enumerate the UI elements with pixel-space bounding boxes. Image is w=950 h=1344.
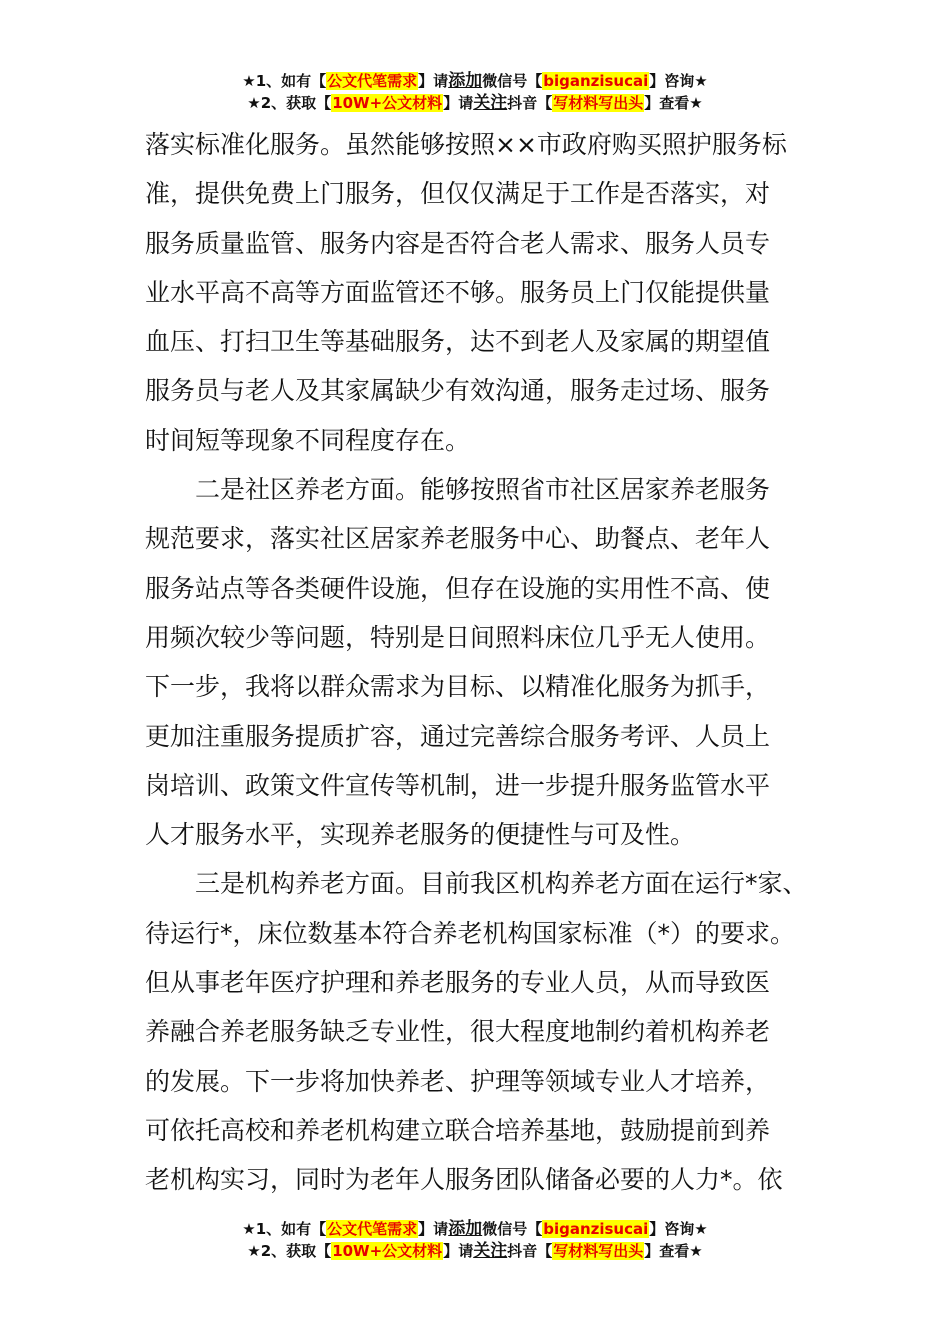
text-line: 岗培训、政策文件宣传等机制，进一步提升服务监管水平 <box>145 770 771 800</box>
text-line: 服务质量监管、服务内容是否符合老人需求、服务人员专 <box>145 228 771 258</box>
banner-line-2: ★2、获取【10W+公文材料】请关注抖音【写材料写出头】查看★ <box>247 93 703 113</box>
banner-line-2: ★2、获取【10W+公文材料】请关注抖音【写材料写出头】查看★ <box>247 1241 703 1261</box>
text-line: 的发展。下一步将加快养老、护理等领域专业人才培养， <box>145 1066 771 1096</box>
text-line: 落实标准化服务。虽然能够按照××市政府购买照护服务标 <box>145 130 787 159</box>
text-line: 下一步，我将以群众需求为目标、以精准化服务为抓手， <box>145 672 771 702</box>
highlight-ghostwriting: 公文代笔需求 <box>327 1220 418 1238</box>
text-line: 老机构实习，同时为老年人服务团队储备必要的人力*。依 <box>145 1165 783 1195</box>
paragraph-start-community: 二是社区养老方面。能够按照省市社区居家养老服务 <box>195 475 771 505</box>
text-line: 人才服务水平，实现养老服务的便捷性与可及性。 <box>145 820 696 850</box>
text-line: 服务站点等各类硬件设施，但存在设施的实用性不高、使 <box>145 573 771 603</box>
footer-banner <box>0 1218 950 1262</box>
text-line: 服务员与老人及其家属缺少有效沟通，服务走过场、服务 <box>145 376 771 406</box>
text-line: 但从事老年医疗护理和养老服务的专业人员，从而导致医 <box>145 968 771 998</box>
text-line: 待运行*，床位数基本符合养老机构国家标准（*）的要求。 <box>145 918 796 948</box>
highlight-douyin: 写材料写出头 <box>553 1242 644 1260</box>
text-line: 时间短等现象不同程度存在。 <box>145 425 471 455</box>
paragraph-start-institution: 三是机构养老方面。目前我区机构养老方面在运行*家、 <box>195 869 808 899</box>
highlight-wechat-id: biganzisucai <box>543 1220 649 1238</box>
text-line: 业水平高不高等方面监管还不够。服务员上门仅能提供量 <box>145 277 771 307</box>
highlight-wechat-id: biganzisucai <box>543 72 649 90</box>
header-banner <box>0 70 950 114</box>
text-line: 更加注重服务提质扩容，通过完善综合服务考评、人员上 <box>145 721 771 751</box>
text-line: 血压、打扫卫生等基础服务，达不到老人及家属的期望值 <box>145 327 771 357</box>
text-line: 规范要求，落实社区居家养老服务中心、助餐点、老年人 <box>145 524 771 554</box>
text-line: 养融合养老服务缺乏专业性，很大程度地制约着机构养老 <box>145 1017 771 1047</box>
banner-line-1: ★1、如有【公文代笔需求】请添加微信号【biganzisucai】咨询★ <box>242 71 708 91</box>
text-line: 准，提供免费上门服务，但仅仅满足于工作是否落实，对 <box>145 179 771 209</box>
highlight-ghostwriting: 公文代笔需求 <box>327 72 418 90</box>
highlight-douyin: 写材料写出头 <box>553 94 644 112</box>
text-line: 可依托高校和养老机构建立联合培养基地，鼓励提前到养 <box>145 1115 771 1145</box>
document-body <box>145 120 825 1205</box>
highlight-materials: 10W+公文材料 <box>332 94 443 112</box>
text-line: 用频次较少等问题，特别是日间照料床位几乎无人使用。 <box>145 622 771 652</box>
banner-line-1: ★1、如有【公文代笔需求】请添加微信号【biganzisucai】咨询★ <box>242 1219 708 1239</box>
highlight-materials: 10W+公文材料 <box>332 1242 443 1260</box>
